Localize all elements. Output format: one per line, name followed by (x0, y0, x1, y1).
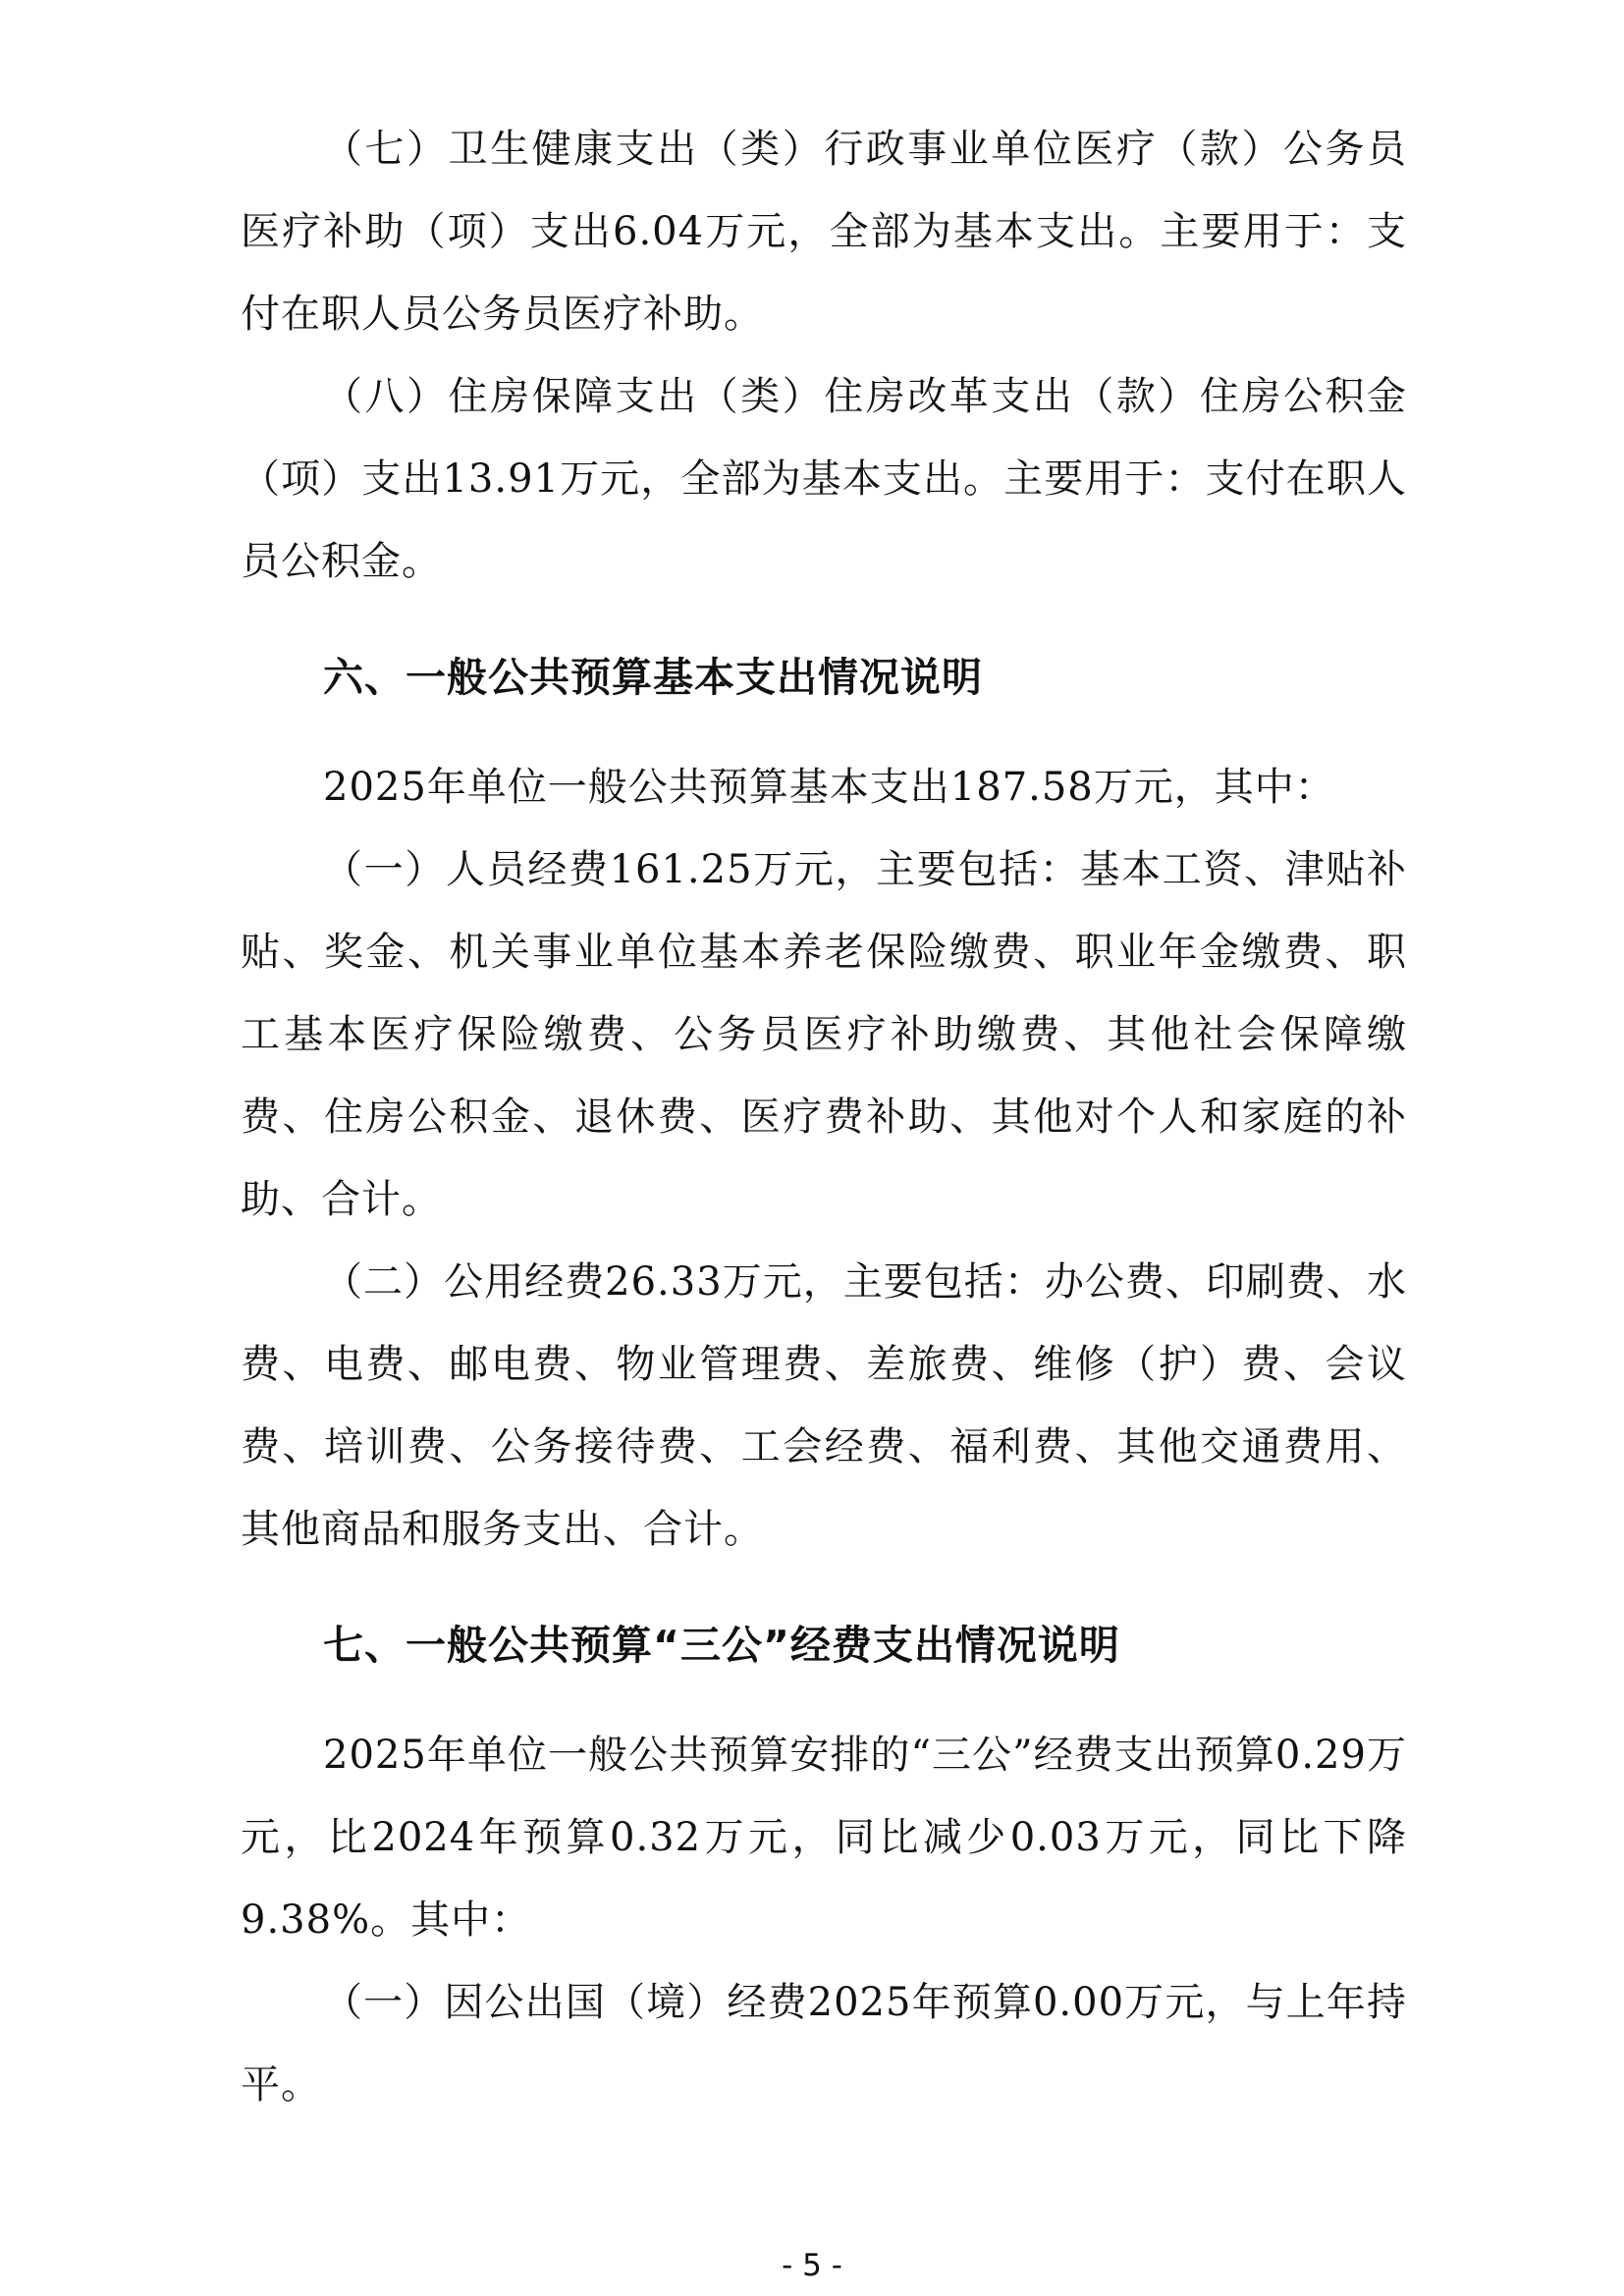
document-page (241, 108, 1407, 2126)
paragraph-public-expenses: （二）公用经费26.33万元，主要包括：办公费、印刷费、水费、电费、邮电费、物业管理费、差旅费、维修（护）费、会议费、培训费、公务接待费、工会经费、福利费、其他交通费用、其他商品和服务支出、合计。 (241, 1259, 1407, 1552)
paragraph-housing-expenditure: （八）住房保障支出（类）住房改革支出（款）住房公积金（项）支出13.91万元，全部为基本支出。主要用于：支付在职人员公积金。 (241, 374, 1407, 584)
spacer (241, 1686, 1407, 1714)
paragraph-health-expenditure: （七）卫生健康支出（类）行政事业单位医疗（款）公务员医疗补助（项）支出6.04万元，全部为基本支出。主要用于：支付在职人员公务员医疗补助。 (241, 127, 1407, 337)
paragraph-personnel-expenses: （一）人员经费161.25万元，主要包括：基本工资、津贴补贴、奖金、机关事业单位基本养老保险缴费、职业年金缴费、职工基本医疗保险缴费、公务员医疗补助缴费、其他社会保障缴费、住房公积金、退休费、医疗费补助、其他对个人和家庭的补助、合计。 (241, 847, 1407, 1222)
paragraph-three-public-total: 2025年单位一般公共预算安排的“三公”经费支出预算0.29万元，比2024年预算0.32万元，同比减少0.03万元，同比下降9.38%。其中： (241, 1733, 1407, 1943)
section-heading-three-public-expenses: 七、一般公共预算“三公”经费支出情况说明 (323, 1622, 1120, 1669)
page-number: - 5 - (782, 2248, 842, 2283)
paragraph-basic-expenditure-total: 2025年单位一般公共预算基本支出187.58万元，其中： (323, 765, 1335, 810)
section-heading-basic-expenditure: 六、一般公共预算基本支出情况说明 (323, 654, 983, 701)
spacer (241, 603, 1407, 636)
paragraph-overseas-travel: （一）因公出国（境）经费2025年预算0.00万元，与上年持平。 (241, 1980, 1407, 2108)
spacer (241, 1571, 1407, 1604)
spacer (241, 719, 1407, 746)
